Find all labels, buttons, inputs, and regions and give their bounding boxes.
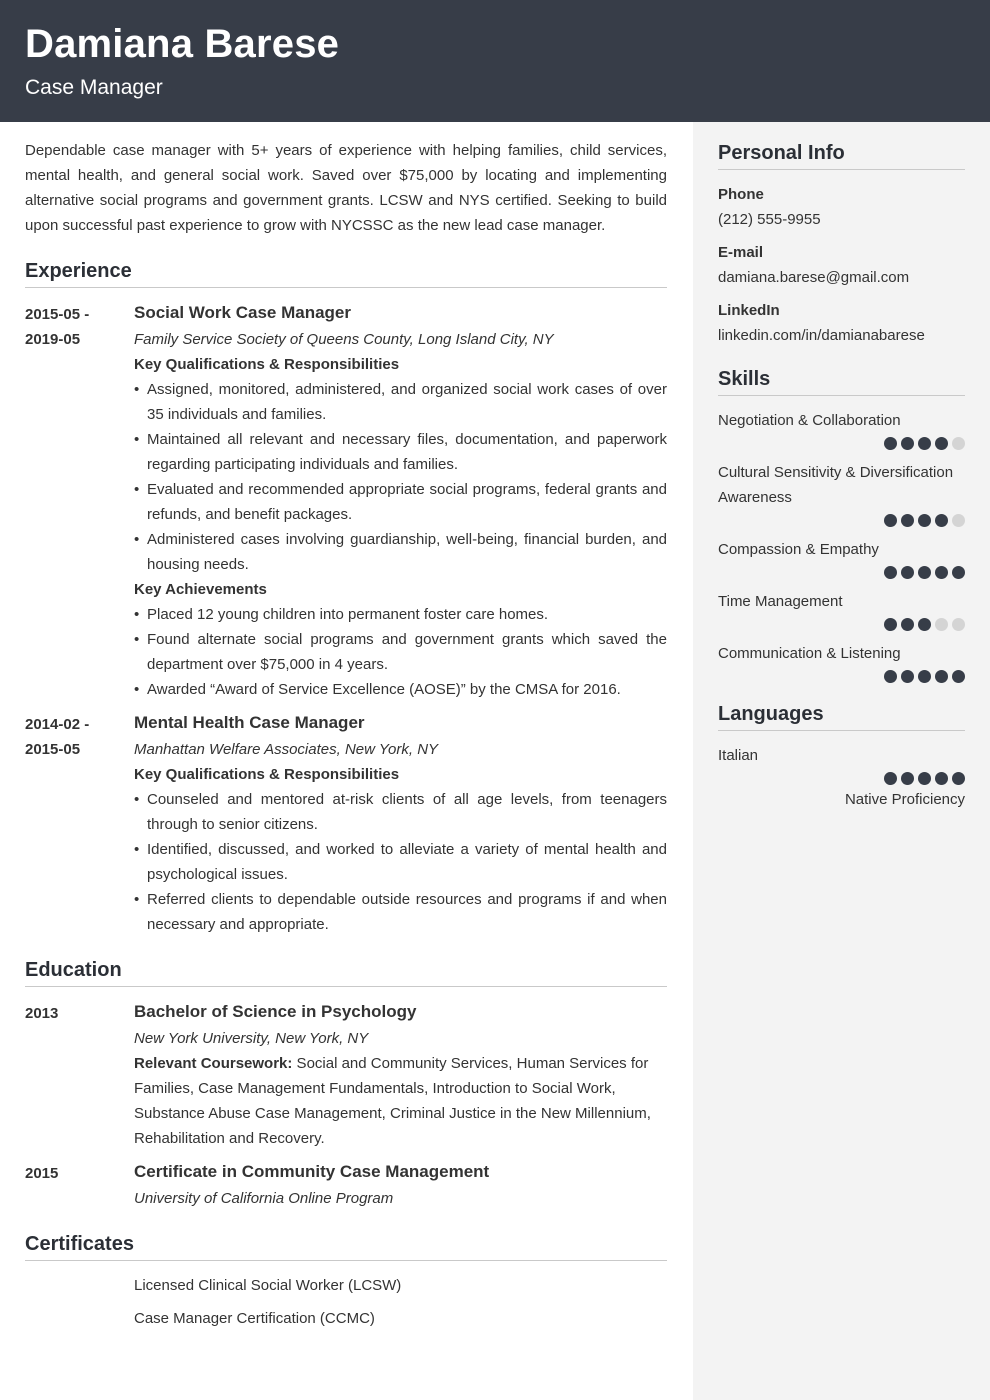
linkedin-label: LinkedIn bbox=[718, 302, 780, 319]
rating-dot-filled bbox=[884, 670, 897, 683]
skill-item bbox=[718, 589, 965, 631]
skill-item bbox=[718, 641, 965, 683]
degree-title: Certificate in Community Case Management bbox=[134, 1162, 490, 1181]
rating-dots bbox=[718, 566, 965, 579]
rating-dots bbox=[718, 437, 965, 450]
achievements-list bbox=[134, 602, 667, 702]
skill-label: Compassion & Empathy bbox=[718, 541, 879, 558]
job-title: Social Work Case Manager bbox=[134, 303, 351, 322]
rating-dot-filled bbox=[935, 566, 948, 579]
rating-dot-empty bbox=[952, 618, 965, 631]
rating-dots bbox=[718, 670, 965, 683]
languages-list bbox=[718, 743, 965, 812]
rating-dot-filled bbox=[901, 514, 914, 527]
responsibilities-label: Key Qualifications & Responsibilities bbox=[134, 766, 400, 783]
education-date: 2015 bbox=[25, 1165, 59, 1182]
achievements-label: Key Achievements bbox=[134, 581, 267, 598]
certificate-item: Licensed Clinical Social Worker (LCSW) bbox=[134, 1277, 402, 1294]
skill-label: Cultural Sensitivity & Diversification Awareness bbox=[718, 464, 954, 506]
rating-dot-filled bbox=[935, 670, 948, 683]
school-name: University of California Online Program bbox=[134, 1190, 394, 1207]
list-item: • Identified, discussed, and worked to alleviate a variety of mental health and psychological issues. bbox=[134, 837, 667, 887]
job-employer: Manhattan Welfare Associates, New York, NY bbox=[134, 741, 439, 758]
rating-dot-filled bbox=[901, 566, 914, 579]
education-heading: Education bbox=[25, 959, 667, 987]
rating-dot-filled bbox=[935, 437, 948, 450]
phone-value: (212) 555-9955 bbox=[718, 211, 821, 228]
main-column bbox=[25, 138, 667, 1339]
language-item bbox=[718, 743, 965, 812]
responsibilities-label: Key Qualifications & Responsibilities bbox=[134, 356, 400, 373]
rating-dot-filled bbox=[918, 670, 931, 683]
job-dates: 2015-05 - 2019-05 bbox=[25, 306, 90, 348]
rating-dot-filled bbox=[901, 772, 914, 785]
list-item: • Awarded “Award of Service Excellence (AOSE)” by the CMSA for 2016. bbox=[134, 677, 667, 702]
skill-label: Time Management bbox=[718, 593, 843, 610]
job-entry bbox=[25, 300, 667, 702]
list-item: • Placed 12 young children into permanent foster care homes. bbox=[134, 602, 667, 627]
list-item: • Administered cases involving guardianship, well-being, financial burden, and housing needs. bbox=[134, 527, 667, 577]
rating-dot-filled bbox=[918, 437, 931, 450]
certificates-list bbox=[25, 1273, 667, 1331]
certificates-heading: Certificates bbox=[25, 1233, 667, 1261]
email-value: damiana.barese@gmail.com bbox=[718, 269, 910, 286]
list-item: • Found alternate social programs and government grants which saved the department over $75,000 in 4 years. bbox=[134, 627, 667, 677]
coursework-label: Relevant Coursework: bbox=[134, 1055, 293, 1072]
skill-item bbox=[718, 537, 965, 579]
skill-label: Communication & Listening bbox=[718, 645, 901, 662]
resume-header bbox=[0, 0, 990, 122]
rating-dot-filled bbox=[952, 566, 965, 579]
skill-item bbox=[718, 460, 965, 527]
list-item: • Maintained all relevant and necessary files, documentation, and paperwork regarding participating individuals and families. bbox=[134, 427, 667, 477]
experience-heading: Experience bbox=[25, 260, 667, 288]
rating-dot-filled bbox=[918, 566, 931, 579]
rating-dot-empty bbox=[935, 618, 948, 631]
skills-list bbox=[718, 408, 965, 683]
rating-dots bbox=[718, 772, 965, 785]
skill-item bbox=[718, 408, 965, 450]
rating-dot-filled bbox=[901, 618, 914, 631]
rating-dot-filled bbox=[884, 618, 897, 631]
list-item: • Assigned, monitored, administered, and organized social work cases of over 35 individuals and families. bbox=[134, 377, 667, 427]
rating-dots bbox=[718, 514, 965, 527]
responsibilities-list bbox=[134, 787, 667, 937]
rating-dot-filled bbox=[901, 437, 914, 450]
skill-label: Negotiation & Collaboration bbox=[718, 412, 901, 429]
list-item: • Evaluated and recommended appropriate social programs, federal grants and refunds, and benefit packages. bbox=[134, 477, 667, 527]
job-employer: Family Service Society of Queens County, Long Island City, NY bbox=[134, 331, 554, 348]
rating-dot-empty bbox=[952, 514, 965, 527]
school-name: New York University, New York, NY bbox=[134, 1030, 369, 1047]
skills-heading: Skills bbox=[718, 368, 965, 396]
phone-label: Phone bbox=[718, 186, 764, 203]
rating-dot-filled bbox=[884, 566, 897, 579]
education-entry bbox=[25, 1159, 667, 1211]
list-item: • Referred clients to dependable outside resources and programs if and when necessary and appropriate. bbox=[134, 887, 667, 937]
language-proficiency: Native Proficiency bbox=[844, 791, 965, 808]
candidate-name: Damiana Barese bbox=[25, 22, 340, 66]
rating-dot-filled bbox=[935, 514, 948, 527]
rating-dot-filled bbox=[952, 772, 965, 785]
job-dates: 2014-02 - 2015-05 bbox=[25, 716, 90, 758]
personal-info-heading: Personal Info bbox=[718, 142, 965, 170]
rating-dot-filled bbox=[901, 670, 914, 683]
rating-dot-empty bbox=[952, 437, 965, 450]
job-entry bbox=[25, 710, 667, 937]
list-item: • Counseled and mentored at-risk clients of all age levels, from teenagers through to senior citizens. bbox=[134, 787, 667, 837]
responsibilities-list bbox=[134, 377, 667, 577]
degree-title: Bachelor of Science in Psychology bbox=[134, 1002, 417, 1021]
certificate-item: Case Manager Certification (CCMC) bbox=[134, 1310, 375, 1327]
job-title: Mental Health Case Manager bbox=[134, 713, 365, 732]
linkedin-value: linkedin.com/in/damianabarese bbox=[718, 327, 925, 344]
rating-dot-filled bbox=[918, 514, 931, 527]
languages-heading: Languages bbox=[718, 703, 965, 731]
education-entry bbox=[25, 999, 667, 1151]
coursework-text: Social and Community Services, Human Services for Families, Case Management Fundamentals, Introduction to Social Work, Substance Abuse Case Management, Criminal Justice in the New Millennium, Rehabilitation and Recovery. bbox=[134, 1055, 651, 1147]
rating-dot-filled bbox=[952, 670, 965, 683]
summary: Dependable case manager with 5+ years of experience with helping families, child services, mental health, and general social work. Saved over $75,000 by locating and implementing alternative social programs and government grants. LCSW and NYS certified. Seeking to build upon successful past experience to grow with NYCSSC as the new lead case manager. bbox=[25, 142, 667, 234]
rating-dots bbox=[718, 618, 965, 631]
email-label: E-mail bbox=[718, 244, 764, 261]
language-label: Italian bbox=[718, 747, 759, 764]
coursework bbox=[134, 1051, 667, 1151]
sidebar bbox=[693, 122, 990, 1400]
rating-dot-filled bbox=[884, 772, 897, 785]
education-date: 2013 bbox=[25, 1005, 59, 1022]
rating-dot-filled bbox=[884, 437, 897, 450]
rating-dot-filled bbox=[884, 514, 897, 527]
rating-dot-filled bbox=[918, 618, 931, 631]
rating-dot-filled bbox=[935, 772, 948, 785]
candidate-role: Case Manager bbox=[25, 76, 163, 99]
rating-dot-filled bbox=[918, 772, 931, 785]
